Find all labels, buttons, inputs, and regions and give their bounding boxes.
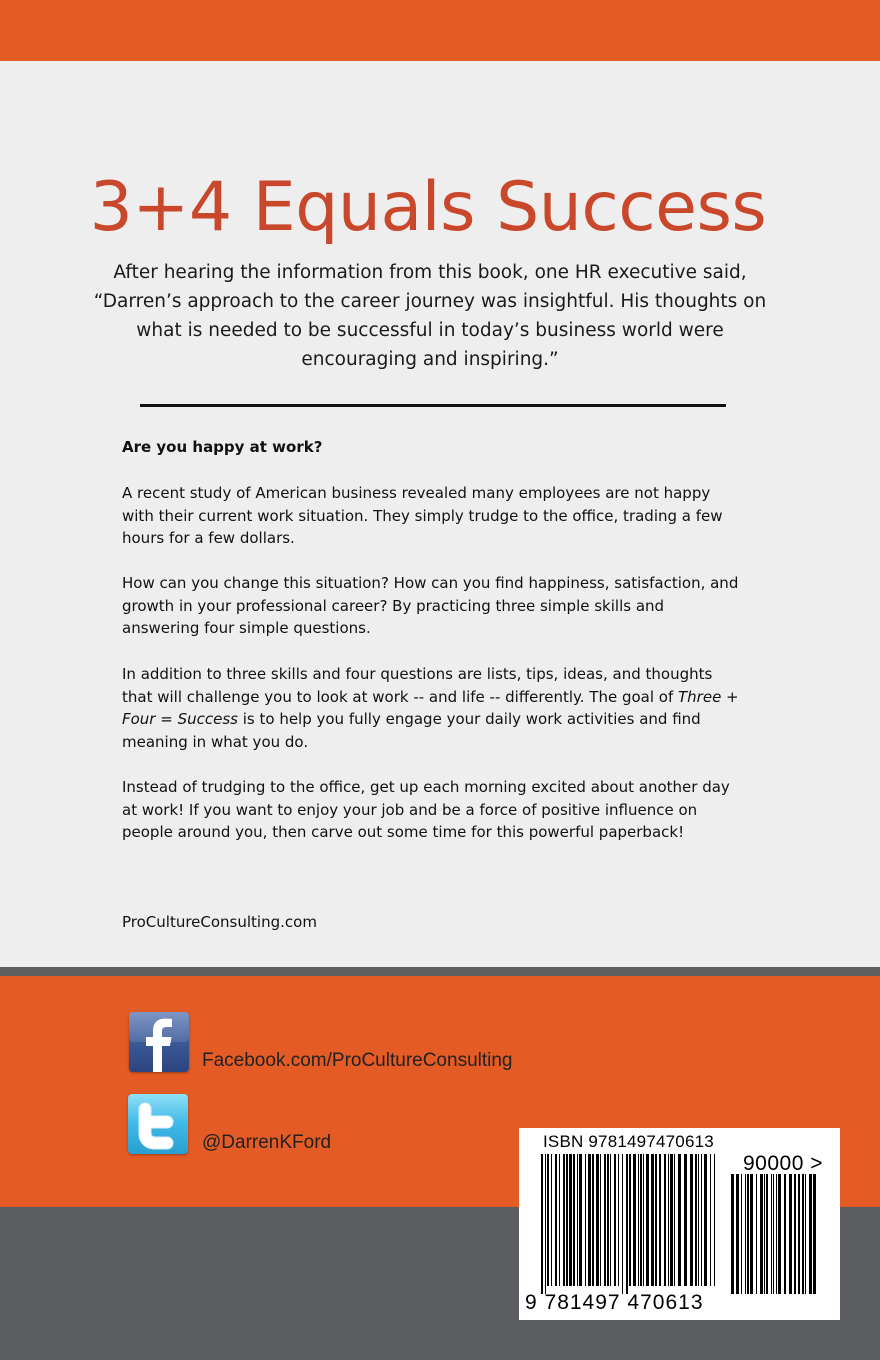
addon-barcode <box>731 1174 816 1294</box>
divider-line <box>140 404 726 407</box>
price-code: 90000 > <box>743 1152 823 1175</box>
paragraph-4: Instead of trudging to the office, get up each morning excited about another day at work! If you want to enjoy your job and be a force of positive influence on people around you, then carve out some time for this powerful paperback! <box>122 778 730 841</box>
isbn-barcode <box>519 1128 840 1320</box>
twitter-icon[interactable] <box>128 1094 188 1154</box>
website-link[interactable]: ProCultureConsulting.com <box>122 913 317 931</box>
barcode-digits: 9 781497 470613 <box>525 1291 704 1314</box>
gray-stripe <box>0 967 880 976</box>
paragraph-2: How can you change this situation? How can you find happiness, satisfaction, and growth in your professional career? By practicing three simple skills and answering four simple questions. <box>122 574 739 637</box>
twitter-handle[interactable]: @DarrenKFord <box>202 1132 332 1153</box>
isbn-label: ISBN 9781497470613 <box>543 1132 714 1151</box>
book-title: 3+4 Equals Success <box>89 168 767 247</box>
top-orange-band <box>0 0 880 61</box>
facebook-link[interactable]: Facebook.com/ProCultureConsulting <box>202 1050 513 1071</box>
paragraph-1: A recent study of American business revealed many employees are not happy with their current work situation. They simply trudge to the office, trading a few hours for a few dollars. <box>122 484 723 547</box>
main-barcode <box>541 1154 715 1294</box>
section-heading: Are you happy at work? <box>122 438 323 456</box>
paragraph-3-text-start: In addition to three skills and four questions are lists, tips, ideas, and thoughts that will challenge you to look at work -- and life -- differently. The goal of <box>122 665 713 706</box>
facebook-icon[interactable] <box>129 1012 189 1072</box>
book-title-italic: Three + Four = Success <box>122 687 739 728</box>
paragraph-3-text-end: is to help you fully engage your daily work activities and find meaning in what you do. <box>122 710 701 751</box>
paragraph-3 <box>122 663 742 753</box>
endorsement-quote: After hearing the information from this book, one HR executive said, “Darren’s approach to the career journey was insightful. His thoughts on what is needed to be successful in today’s business world were encouraging and inspiring.” <box>93 262 767 370</box>
